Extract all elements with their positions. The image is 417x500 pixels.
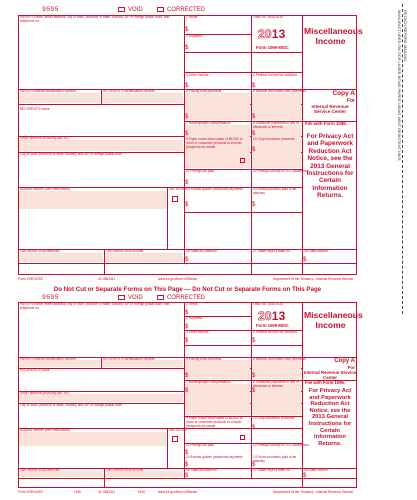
box8-label: 8 Substitute payments in lieu of dividends or interest: [253, 121, 299, 129]
box2-label: 2 Royalties: [186, 316, 203, 320]
box10-dollar: $: [252, 425, 256, 431]
tin-checkbox[interactable]: [172, 196, 178, 202]
box10-label: 10 Crop insurance proceeds: [253, 137, 295, 141]
copy-letter: Copy A: [334, 358, 355, 364]
box2-dollar: $: [185, 324, 189, 330]
box9-label: 9 Payer made direct sales of $5,000 or more of consumer products to a buyer (recipient) for resale: [186, 416, 243, 428]
box9-checkbox[interactable]: [240, 158, 245, 163]
box11-dollar: $: [185, 450, 189, 456]
footer-dept: Department of the Treasury - Internal Revenue Service: [273, 490, 354, 494]
year-prefix: 20: [258, 309, 272, 323]
box3-dollar: $: [185, 83, 189, 89]
omb-number: OMB No. 1545-0115: [253, 302, 283, 306]
box8-field[interactable]: [252, 384, 301, 415]
box18-label: 18 State income: [304, 249, 328, 253]
void-checkbox[interactable]: [118, 295, 125, 300]
box9-label: 9 Payer made direct sales of $5,000 or more of consumer products to a buyer (recipient) for resale: [186, 137, 243, 149]
box13-label: 13 Excess golden parachute payments: [186, 187, 243, 191]
void-label: VOID: [128, 7, 143, 13]
box14-label: 14 Gross proceeds paid to an attorney: [253, 187, 297, 195]
box7-label: 7 Nonemployee compensation: [186, 121, 231, 125]
box5-label: 5 Fishing boat proceeds: [186, 89, 222, 93]
box13-dollar: $: [185, 462, 189, 468]
barcode-number: 9595: [42, 6, 59, 13]
form-title: [304, 310, 363, 330]
box4-dollar: $: [252, 83, 256, 89]
box17-label: 17 State/Payer's state no.: [253, 467, 291, 472]
box4-label: 4 Federal income tax withheld: [253, 73, 297, 77]
recipient-name-label: RECIPIENT'S name: [20, 368, 50, 372]
year-suffix: 13: [271, 27, 286, 41]
footer-form: Form 1099-MISC: [18, 277, 44, 281]
footer-dept: Department of the Treasury - Internal Revenue Service: [273, 277, 354, 281]
title-line2: Income: [315, 36, 346, 46]
box7-label: 7 Nonemployee compensation: [186, 380, 231, 384]
form-name: Form 1099-MISC: [256, 45, 289, 50]
box1-label: 1 Rents: [186, 15, 198, 19]
copy-dest: Internal Revenue Service Center: [311, 103, 349, 114]
form-copy-a-top: [18, 4, 363, 284]
box18-dollar: $: [303, 257, 307, 263]
box4-label: 4 Federal income tax withheld: [253, 330, 297, 334]
corrected-label: CORRECTED: [167, 7, 206, 13]
box18-dollar: $: [303, 473, 307, 479]
box5-dollar: $: [185, 373, 189, 379]
box8-dollar: $: [252, 131, 256, 137]
corrected-label: CORRECTED: [167, 295, 206, 301]
box3-label: 3 Other income: [186, 73, 209, 77]
box14-label: 14 Gross proceeds paid to an attorney: [253, 455, 297, 463]
box1-label: 1 Rents: [186, 302, 198, 306]
box10-label: 10 Crop insurance proceeds: [253, 416, 295, 420]
box15b-label: 15b Section 409A income: [106, 249, 144, 253]
payer-name-label: PAYER'S name, street address, city or town, province or state, country, ZIP or foreign postal code, and telephone no.: [20, 302, 170, 310]
box5-label: 5 Fishing boat proceeds: [186, 356, 222, 361]
form-name: Form 1099-MISC: [256, 323, 289, 328]
street-label: Street address (including apt. no.): [20, 390, 70, 395]
box16-dollar: $: [185, 257, 189, 263]
box9-checkbox[interactable]: [240, 435, 245, 440]
box14-dollar: $: [252, 202, 256, 208]
city-label: City or town, province or state, country, and ZIP or foreign postal code: [20, 152, 122, 156]
file-with: File with Form 1096.: [305, 121, 347, 126]
account-label: Account number (see instructions): [20, 428, 71, 432]
copy-letter: Copy A: [332, 90, 355, 97]
form-title: [304, 26, 363, 46]
street-label: Street address (including apt. no.): [20, 136, 70, 140]
box11-dollar: $: [185, 180, 189, 186]
box4-dollar: $: [252, 338, 256, 344]
footer-url: www.irs.gov/form1099misc: [158, 277, 198, 281]
box15a-label: 15a Section 409A deferrals: [20, 249, 60, 253]
payer-id-field[interactable]: [19, 93, 100, 103]
box2-dollar: $: [185, 45, 189, 51]
recipient-id-label: RECIPIENT'S identification number: [103, 89, 155, 93]
account-field[interactable]: [19, 191, 166, 209]
side-text-detach: DETACH BEFORE MAILING: [403, 10, 408, 62]
payer-name-label: PAYER'S name, street address, city or town, province or state, country, ZIP or foreign postal code, and telephone no.: [20, 15, 170, 23]
box13-label: 13 Excess golden parachute payments: [186, 455, 243, 459]
box13-dollar: $: [185, 202, 189, 208]
barcode-number: 9595: [42, 294, 59, 301]
omb-number: OMB No. 1545-0115: [253, 15, 283, 19]
box15b-label: 15b Section 409A income: [106, 467, 144, 472]
void-checkbox[interactable]: [118, 7, 125, 12]
box12-label: 12 Foreign country or U.S. possession: [253, 169, 310, 173]
box15a-label: 15a Section 409A deferrals: [20, 467, 60, 472]
box10-dollar: $: [252, 147, 256, 153]
box5-dollar: $: [185, 114, 189, 120]
box11-label: 11 Foreign tax paid: [186, 443, 214, 447]
box16-label: 16 State tax withheld: [186, 467, 217, 472]
box7-field[interactable]: [185, 384, 250, 415]
box1-dollar: $: [185, 27, 189, 33]
copy-for: For: [346, 97, 355, 104]
box2-label: 2 Royalties: [186, 34, 203, 38]
box8-dollar: $: [252, 388, 256, 394]
tin-label: 2nd TIN not.: [169, 187, 188, 191]
copy-a-block: [303, 90, 357, 114]
box11-label: 11 Foreign tax paid: [186, 169, 214, 173]
box7-dollar: $: [185, 131, 189, 137]
tax-year: [258, 309, 286, 323]
footer-cat: 41-0853411: [98, 490, 116, 494]
footer-code: 5110: [138, 490, 146, 494]
box6-label: 6 Medical and health care payments: [253, 356, 306, 361]
do-not-cut-warning: Do Not Cut or Separate Forms on This Page — Do Not Cut or Separate Forms on This Page: [53, 286, 322, 293]
footer-cat: 41-0853411: [98, 277, 116, 281]
box5-field[interactable]: [185, 93, 250, 120]
title-line1: Miscellaneous: [304, 310, 363, 320]
box17-label: 17 State/Payer's state no.: [253, 249, 291, 253]
tin-checkbox[interactable]: [172, 436, 178, 442]
void-label: VOID: [128, 295, 143, 301]
payer-id-label: PAYER'S federal identification number: [20, 89, 76, 93]
box8-label: 8 Substitute payments in lieu of dividends or interest: [253, 380, 299, 388]
title-line1: Miscellaneous: [304, 26, 363, 36]
side-text-manufactured: MANUFACTURED ON OCR LASER BOND PAPER USING HEAT RESISTANT INKS: [397, 10, 402, 161]
box7-dollar: $: [185, 388, 189, 394]
file-with: File with Form 1096.: [305, 380, 346, 385]
box16-label: 16 State tax withheld: [186, 249, 217, 253]
city-label: City or town, province or state, country, and ZIP or foreign postal code: [20, 403, 122, 407]
box18-label: 18 State income: [304, 467, 328, 472]
copy-a-block: [303, 358, 357, 380]
recipient-id-label: RECIPIENT'S identification number: [103, 356, 155, 361]
account-label: Account number (see instructions): [20, 187, 71, 191]
box12-label: 12 Foreign country or U.S. possession: [253, 443, 310, 447]
form-copy-a-bottom: [18, 258, 363, 498]
year-prefix: 20: [258, 27, 272, 41]
box6-dollar: $: [252, 114, 256, 120]
year-suffix: 13: [271, 309, 286, 323]
box1-dollar: $: [185, 310, 189, 316]
box6-dollar: $: [252, 373, 256, 379]
privacy-notice: For Privacy Act and Paperwork Reduction Act Notice, see the 2013 General Instructions for Certain Information Returns.: [308, 388, 352, 447]
box16-dollar: $: [185, 473, 189, 479]
box3-dollar: $: [185, 338, 189, 344]
corrected-checkbox[interactable]: [157, 295, 164, 300]
footer-lma: LMA: [74, 490, 81, 494]
account-field[interactable]: [19, 432, 166, 446]
tax-year: [258, 27, 286, 41]
title-line2: Income: [315, 320, 346, 330]
payer-id-label: PAYER'S federal identification number: [20, 356, 76, 361]
box8-field[interactable]: [252, 125, 301, 168]
tin-label: 2nd TIN not.: [169, 428, 188, 432]
privacy-notice: For Privacy Act and Paperwork Reduction Act Notice, see the 2013 General Instructions for Certain Information Returns.: [306, 133, 354, 200]
box6-field[interactable]: [252, 93, 301, 120]
copy-for: For: [347, 364, 355, 370]
box6-field[interactable]: [252, 360, 301, 379]
corrected-checkbox[interactable]: [157, 7, 164, 12]
footer-url: www.irs.gov/form1099misc: [158, 490, 198, 494]
recipient-name-label: RECIPIENT'S name: [20, 107, 50, 111]
street-field[interactable]: [19, 140, 183, 151]
recipient-id-field[interactable]: [102, 93, 183, 103]
copy-dest: Internal Revenue Service Center: [303, 369, 357, 380]
box3-label: 3 Other income: [186, 330, 209, 334]
box6-label: 6 Medical and health care payments: [253, 89, 306, 93]
box14-dollar: $: [252, 462, 256, 468]
footer-form: Form 1099-MISC: [18, 490, 44, 494]
